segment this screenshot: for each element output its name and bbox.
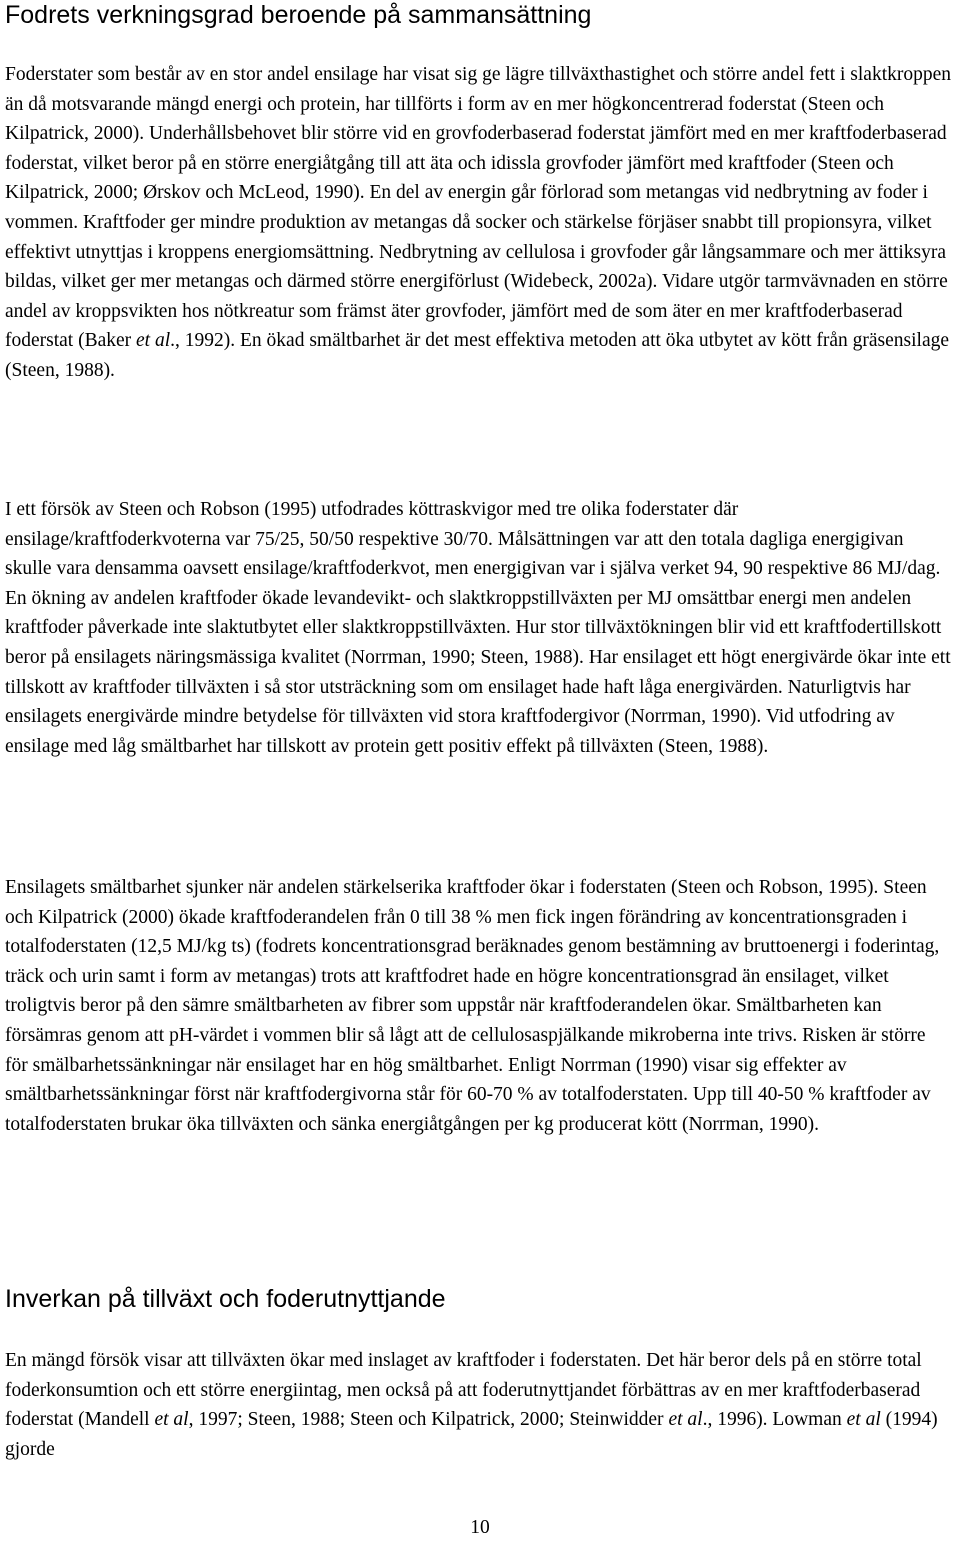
section-heading-tillvaxt: Inverkan på tillväxt och foderutnyttjande	[5, 1285, 446, 1313]
paragraph-tillvaxt-1: En mängd försök visar att tillväxten ökar med inslaget av kraftfoder i foderstaten. Det här beror dels på en större total foderkonsumtion och ett större energiintag, men också på att foderutnyttjandet förbättras av en mer kraftfoderbaserad foderstat (Mandell et al, 1997; Steen, 1988; Steen och Kilpatrick, 2000; Steinwidder et al., 1996). Lowman et al (1994) gjorde	[5, 1350, 938, 1460]
section-heading-verkningsgrad: Fodrets verkningsgrad beroende på sammansättning	[5, 1, 592, 29]
paragraph-verkningsgrad-1: Foderstater som består av en stor andel ensilage har visat sig ge lägre tillväxthastighet och större andel fett i slaktkroppen än då motsvarande mängd energi och protein, har tillförts i form av en mer högkoncentrerad foderstat (Steen och Kilpatrick, 2000). Underhållsbehovet blir större vid en grovfoderbaserad foderstat jämfört med en mer kraftfoderbaserad foderstat, vilket beror på en större energiåtgång till att äta och idissla grovfoder jämfört med kraftfoder (Steen och Kilpatrick, 2000; Ørskov och McLeod, 1990). En del av energin går förlorad som metangas vid nedbrytning av foder i vommen. Kraftfoder ger mindre produktion av metangas då socker och stärkelse förjäser snabbt till propionsyra, vilket effektivt utnyttjas i kroppens energiomsättning. Nedbrytning av cellulosa i grovfoder går långsammare och mer ättiksyra bildas, vilket ger mer metangas och därmed större energiförlust (Widebeck, 2002a). Vidare utgör tarmvävnaden en större andel av kroppsvikten hos nötkreatur som främst äter grovfoder, jämfört med de som äter en mer kraftfoderbaserad foderstat (Baker et al., 1992). En ökad smältbarhet är det mest effektiva metoden att öka utbytet av kött från gräsensilage (Steen, 1988).	[5, 64, 952, 381]
page-number: 10	[470, 1517, 490, 1538]
italic-citation: et al	[668, 1409, 703, 1431]
italic-citation: et al	[136, 330, 171, 352]
paragraph-verkningsgrad-3: Ensilagets smältbarhet sjunker när andelen stärkelserika kraftfoder ökar i foderstaten (Steen och Robson, 1995). Steen och Kilpatrick (2000) ökade kraftfoderandelen från 0 till 38 % men fick ingen förändring av koncentrationsgraden i totalfoderstaten (12,5 MJ/kg ts) (fodrets koncentrationsgrad beräknades genom bestämning av bruttoenergi i foderintag, träck och urin samt i form av metangas) trots att kraftfodret hade en högre koncentrationsgrad än ensilaget, vilket troligtvis beror på den sämre smältbarheten av fibrer som uppstår när kraftfoderandelen ökar. Smältbarheten kan försämras genom att pH-värdet i vommen blir så lågt att de cellulosaspjälkande mikroberna inte trivs. Risken är större för smälbarhetssänkningar när ensilaget har en hög smältbarhet. Enligt Norrman (1990) visar sig effekter av smältbarhetssänkningar först när kraftfodergivorna står för 60-70 % av totalfoderstaten. Upp till 40-50 % kraftfoder av totalfoderstaten brukar öka tillväxten och sänka energiåtgången per kg producerat kött (Norrman, 1990).	[5, 877, 940, 1135]
italic-citation: et al	[846, 1409, 881, 1431]
italic-citation: et al	[154, 1409, 189, 1431]
paragraph-verkningsgrad-2: I ett försök av Steen och Robson (1995) utfodrades köttraskvigor med tre olika foderstater där ensilage/kraftfoderkvoterna var 75/25, 50/50 respektive 30/70. Målsättningen var att den totala dagliga energigivan skulle vara densamma oavsett ensilage/kraftfoderkvot, men energigivan var i själva verket 94, 90 respektive 86 MJ/dag. En ökning av andelen kraftfoder ökade levandevikt- och slaktkroppstillväxten per MJ omsättbar energi men andelen kraftfoder påverkade inte slaktutbytet eller slaktkroppstillväxten. Hur stor tillväxtökningen blir vid ett kraftfodertillskott beror på ensilagets näringsmässiga kvalitet (Norrman, 1990; Steen, 1988). Har ensilaget ett högt energivärde ökar inte ett tillskott av kraftfoder tillväxten i så stor utsträckning som om ensilaget hade haft låga energivärden. Naturligtvis har ensilagets energivärde mindre betydelse för tillväxten vid stora kraftfodergivor (Norrman, 1990). Vid utfodring av ensilage med låg smältbarhet har tillskott av protein gett positiv effekt på tillväxten (Steen, 1988).	[5, 499, 951, 757]
